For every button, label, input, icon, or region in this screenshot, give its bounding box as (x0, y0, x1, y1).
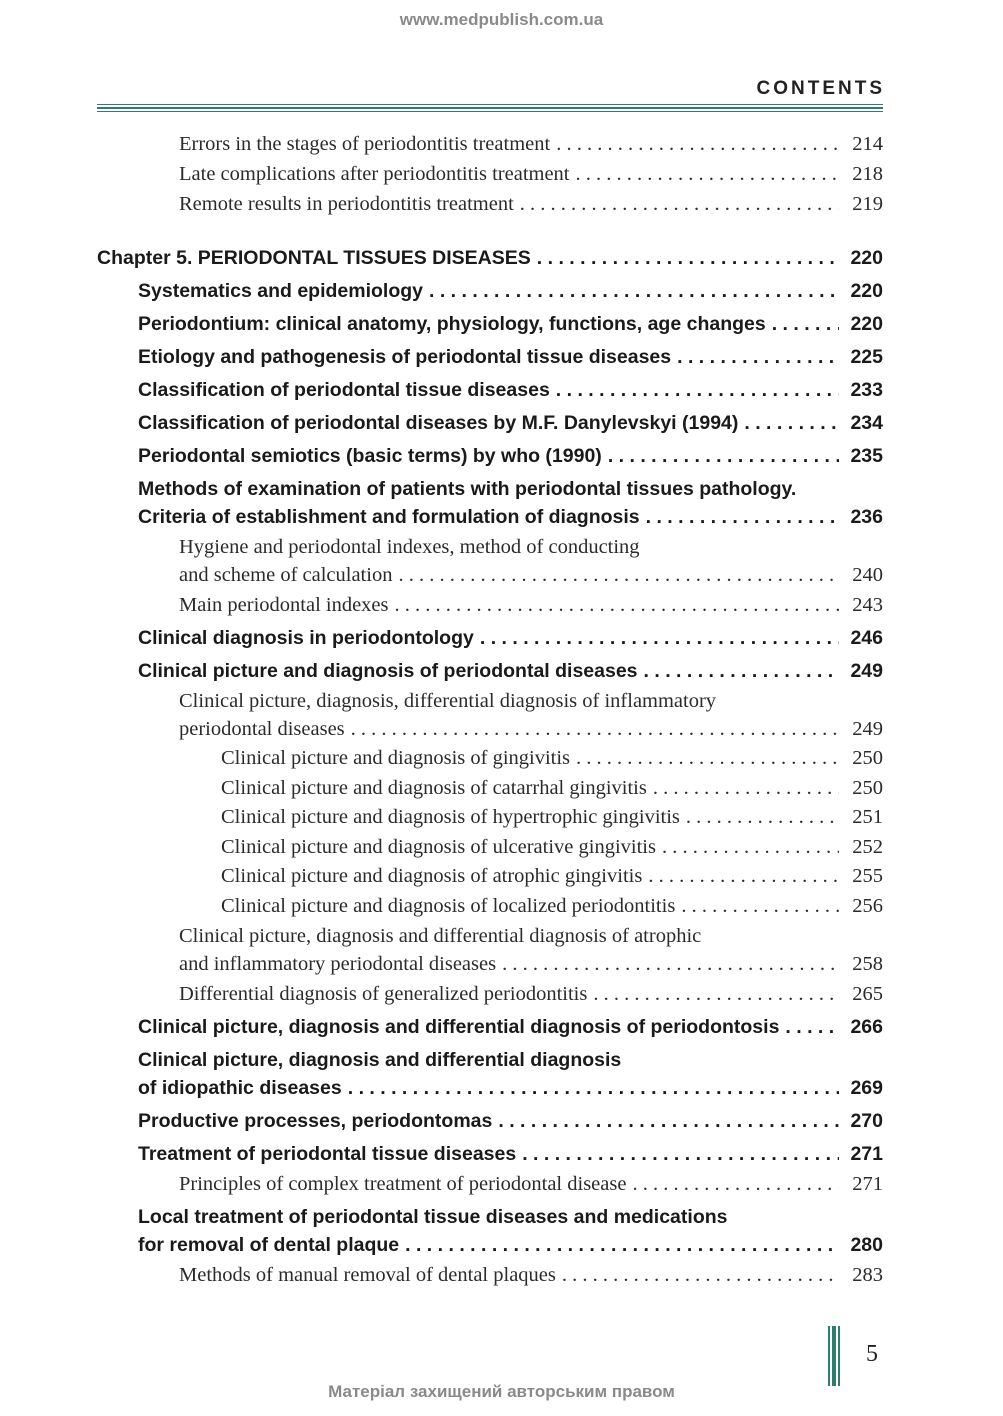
toc-entry-page: 271 (839, 1170, 883, 1198)
header-rule-thick (97, 107, 883, 109)
toc-entry (179, 591, 883, 619)
toc-entry-page: 269 (839, 1074, 883, 1102)
toc-entry (179, 160, 883, 188)
toc-entry-title: for removal of dental plaque (138, 1234, 400, 1256)
toc-entry-title-line: Methods of examination of patients with periodontal tissues pathology. (138, 478, 797, 500)
toc-entry-title: Differential diagnosis of generalized periodontitis (179, 983, 588, 1005)
toc-entry-page: 246 (839, 624, 883, 652)
toc-entry (138, 1203, 883, 1259)
toc-entry-page: 220 (839, 277, 883, 305)
toc-entry (179, 687, 883, 743)
toc-entry (179, 130, 883, 158)
toc-entry-title: Etiology and pathogenesis of periodontal tissue diseases (138, 346, 672, 368)
toc-entry-title: and scheme of calculation (179, 564, 393, 586)
toc-entry-page: 283 (839, 1261, 883, 1289)
toc-entry (221, 745, 883, 773)
toc-entry-title: Principles of complex treatment of periodontal disease (179, 1173, 627, 1195)
toc-entry-title: Clinical picture and diagnosis of atrophic gingivitis (221, 865, 643, 887)
toc-entry (138, 310, 883, 338)
toc-entry-page: 234 (839, 409, 883, 437)
toc-entry (179, 922, 883, 978)
toc-entry-page: 258 (839, 950, 883, 978)
toc-entry-title: Clinical picture and diagnosis of hypertrophic gingivitis (221, 806, 680, 828)
toc-entry-title: Clinical picture, diagnosis and differential diagnosis of periodontosis (138, 1016, 780, 1038)
toc-entry-title: Systematics and epidemiology (138, 280, 424, 302)
toc-entry-title: Periodontium: clinical anatomy, physiology, functions, age changes (138, 313, 766, 335)
toc-entry (138, 442, 883, 470)
toc-entry-page: 250 (839, 745, 883, 773)
toc-entry (221, 893, 883, 921)
toc-entry (138, 1046, 883, 1102)
toc-entry-title: Clinical picture and diagnosis of catarrhal gingivitis (221, 776, 647, 799)
toc-entry (97, 244, 883, 272)
toc-entry-title-line: Clinical picture, diagnosis, differential diagnosis of inflammatory (179, 690, 717, 712)
toc-entry (138, 1013, 883, 1041)
toc-entry-title: Errors in the stages of periodontitis treatment (179, 133, 551, 155)
toc-entry-page: 250 (839, 775, 883, 803)
toc-entry (221, 834, 883, 862)
toc-entry (179, 190, 883, 218)
toc-entry-page: 233 (839, 376, 883, 404)
toc-entry (221, 775, 883, 803)
toc-entry (138, 409, 883, 437)
toc-entry-page: 270 (839, 1107, 883, 1135)
toc-entry-page: 252 (839, 834, 883, 862)
toc-entry-title: Clinical diagnosis in periodontology (138, 627, 474, 649)
running-head: CONTENTS (756, 78, 885, 99)
toc-entry-page: 235 (839, 442, 883, 470)
toc-entry-title: Clinical picture and diagnosis of gingivitis (221, 747, 571, 769)
toc-entry-title: Main periodontal indexes (179, 594, 389, 616)
toc-entry (138, 657, 883, 685)
toc-entry-page: 251 (839, 804, 883, 832)
toc-entry (138, 475, 883, 531)
toc-entry-title: Periodontal semiotics (basic terms) by who (1990) (138, 445, 602, 467)
toc-entry-title: Classification of periodontal diseases by M.F. Danylevskyi (1994) (138, 412, 739, 434)
toc-entry-title: Clinical picture and diagnosis of ulcerative gingivitis (221, 835, 656, 858)
toc-entry-page: 266 (839, 1013, 883, 1041)
toc-entry-title: Remote results in periodontitis treatment (179, 193, 514, 215)
toc-entry-title: Clinical picture and diagnosis of periodontal diseases (138, 660, 638, 682)
toc-entry-title-line: Clinical picture, diagnosis and differential diagnosis of atrophic (179, 925, 702, 947)
toc-entry-page: 219 (839, 190, 883, 218)
toc-entry (179, 980, 883, 1008)
toc-entry-page: 265 (839, 980, 883, 1008)
toc-entry-title: of idiopathic diseases (138, 1077, 342, 1099)
toc-entry-title: Methods of manual removal of dental plaques (179, 1264, 556, 1286)
toc-entry-page: 271 (839, 1140, 883, 1168)
toc-entry-title: Treatment of periodontal tissue diseases (138, 1143, 517, 1165)
toc-entry-page: 255 (839, 863, 883, 891)
table-of-contents (97, 130, 883, 1289)
toc-entry-title: Chapter 5. PERIODONTAL TISSUES DISEASES (97, 247, 531, 269)
header-rule-bottom (97, 111, 883, 112)
toc-entry-page: 220 (839, 310, 883, 338)
toc-entry-title-line: Hygiene and periodontal indexes, method of conducting (179, 536, 640, 558)
toc-entry-page: 256 (839, 893, 883, 921)
toc-entry-page: 249 (839, 657, 883, 685)
toc-entry-page: 214 (839, 130, 883, 158)
toc-entry (138, 343, 883, 371)
toc-entry (179, 1170, 883, 1198)
toc-entry-page: 240 (839, 561, 883, 589)
toc-entry (138, 1140, 883, 1168)
toc-entry (138, 376, 883, 404)
toc-entry-page: 249 (839, 715, 883, 743)
toc-entry (138, 1107, 883, 1135)
toc-entry (221, 863, 883, 891)
toc-entry (179, 1261, 883, 1289)
toc-entry-title-line: Clinical picture, diagnosis and differential diagnosis (138, 1049, 622, 1071)
toc-entry-title: periodontal diseases (179, 718, 345, 740)
toc-entry-page: 236 (839, 503, 883, 531)
toc-entry-page: 243 (839, 591, 883, 619)
toc-entry-title: Classification of periodontal tissue diseases (138, 379, 550, 401)
toc-entry-title: Clinical picture and diagnosis of localized periodontitis (221, 894, 676, 917)
toc-entry-title: Late complications after periodontitis treatment (179, 163, 570, 185)
toc-entry-title: and inflammatory periodontal diseases (179, 953, 497, 975)
toc-entry-page: 218 (839, 160, 883, 188)
header-rule-thin (97, 104, 883, 105)
copyright-notice: Матеріал захищений авторським правом (328, 1382, 675, 1401)
toc-entry (138, 277, 883, 305)
site-url: www.medpublish.com.ua (399, 10, 604, 29)
toc-entry (138, 624, 883, 652)
toc-entry-page: 225 (839, 343, 883, 371)
toc-entry-page: 280 (839, 1231, 883, 1259)
toc-entry-title-line: Local treatment of periodontal tissue diseases and medications (138, 1206, 728, 1228)
toc-entry-title: Productive processes, periodontomas (138, 1110, 493, 1132)
toc-entry-title: Criteria of establishment and formulation of diagnosis (138, 506, 640, 528)
toc-entry (221, 804, 883, 832)
toc-entry (179, 533, 883, 589)
page-number: 5 (866, 1341, 878, 1367)
toc-entry-page: 220 (839, 244, 883, 272)
